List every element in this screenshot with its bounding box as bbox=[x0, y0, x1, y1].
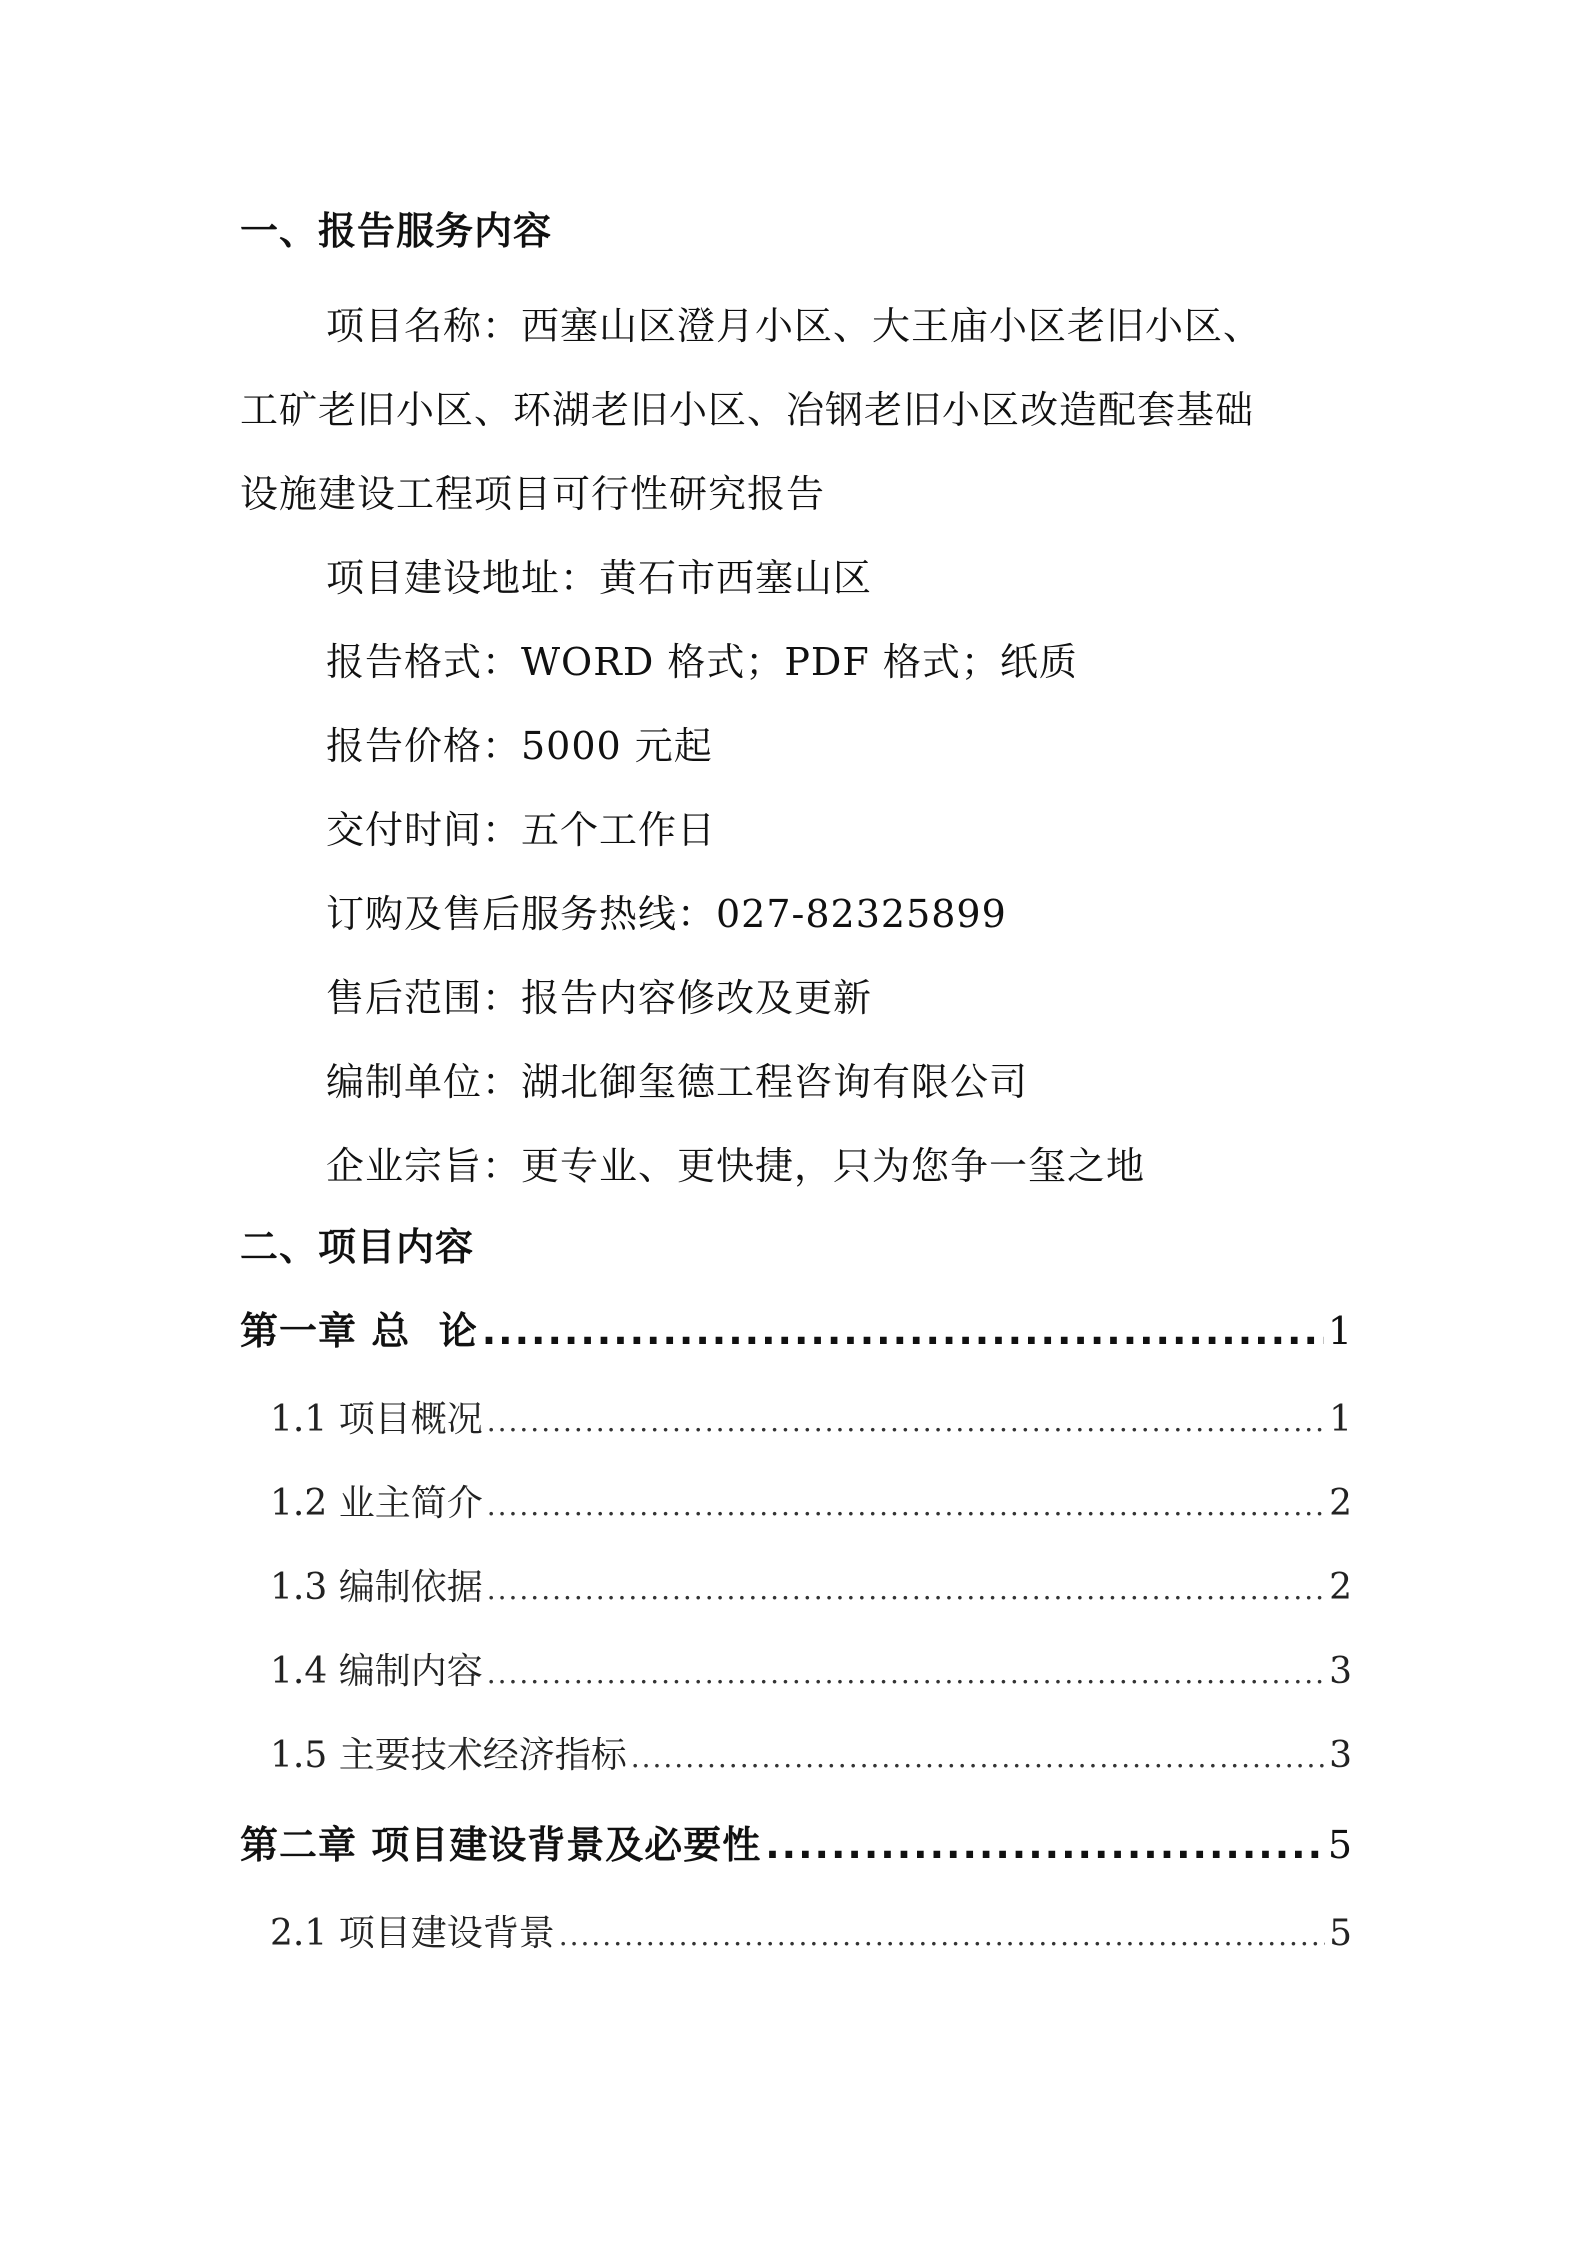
delivery-time: 交付时间：五个工作日 bbox=[326, 808, 717, 852]
toc-leader-dots bbox=[487, 1632, 1325, 1716]
report-format: 报告格式：WORD 格式；PDF 格式；纸质 bbox=[326, 640, 1078, 684]
toc-section-1-1-page: 1 bbox=[1329, 1399, 1352, 1440]
toc-section-1-5-title: 1.5 主要技术经济指标 bbox=[270, 1735, 627, 1776]
toc-chapter-1-title: 第一章 总 论 bbox=[240, 1309, 478, 1353]
toc-chapter-2[interactable] bbox=[240, 1798, 1352, 1892]
toc-section-2-1-title: 2.1 项目建设背景 bbox=[270, 1913, 555, 1954]
toc-section-1-5-page: 3 bbox=[1329, 1735, 1352, 1776]
toc-section-2-1[interactable] bbox=[240, 1892, 1352, 1976]
toc-section-1-5[interactable] bbox=[240, 1714, 1352, 1798]
toc-section-1-1[interactable] bbox=[240, 1378, 1352, 1462]
toc-leader-dots bbox=[487, 1380, 1325, 1464]
toc-section-1-2[interactable] bbox=[240, 1462, 1352, 1546]
service-hotline: 订购及售后服务热线：027-82325899 bbox=[326, 892, 1007, 936]
project-name-line-2: 工矿老旧小区、环湖老旧小区、冶钢老旧小区改造配套基础 bbox=[240, 388, 1255, 432]
toc-leader-dots bbox=[559, 1894, 1325, 1978]
toc-leader-dots bbox=[765, 1798, 1324, 1892]
report-price: 报告价格：5000 元起 bbox=[326, 724, 713, 768]
project-name-line-3: 设施建设工程项目可行性研究报告 bbox=[240, 472, 826, 516]
toc-chapter-2-page: 5 bbox=[1327, 1823, 1352, 1867]
section-heading-project-content: 二、项目内容 bbox=[240, 1225, 475, 1269]
toc-section-2-1-page: 5 bbox=[1329, 1913, 1352, 1954]
document-page bbox=[240, 200, 1352, 1976]
toc-section-1-3-page: 2 bbox=[1329, 1567, 1352, 1608]
toc-section-1-1-title: 1.1 项目概况 bbox=[270, 1399, 483, 1440]
toc-leader-dots bbox=[631, 1716, 1325, 1800]
company-motto: 企业宗旨：更专业、更快捷，只为您争一玺之地 bbox=[326, 1144, 1146, 1188]
toc-chapter-1-page: 1 bbox=[1327, 1309, 1352, 1353]
toc-section-1-4-title: 1.4 编制内容 bbox=[270, 1651, 483, 1692]
toc-leader-dots bbox=[482, 1284, 1324, 1378]
table-of-contents bbox=[240, 1284, 1352, 1976]
compiling-unit: 编制单位：湖北御玺德工程咨询有限公司 bbox=[326, 1060, 1029, 1104]
toc-section-1-3[interactable] bbox=[240, 1546, 1352, 1630]
toc-leader-dots bbox=[487, 1464, 1325, 1548]
toc-section-1-3-title: 1.3 编制依据 bbox=[270, 1567, 483, 1608]
toc-leader-dots bbox=[487, 1548, 1325, 1632]
toc-section-1-2-title: 1.2 业主简介 bbox=[270, 1483, 483, 1524]
toc-chapter-1[interactable] bbox=[240, 1284, 1352, 1378]
toc-section-1-4[interactable] bbox=[240, 1630, 1352, 1714]
after-sales-scope: 售后范围：报告内容修改及更新 bbox=[326, 976, 873, 1020]
section-heading-report-service: 一、报告服务内容 bbox=[240, 209, 553, 253]
toc-chapter-2-title: 第二章 项目建设背景及必要性 bbox=[240, 1823, 762, 1867]
project-address: 项目建设地址：黄石市西塞山区 bbox=[326, 556, 873, 600]
toc-section-1-4-page: 3 bbox=[1329, 1651, 1352, 1692]
project-name-line-1: 项目名称：西塞山区澄月小区、大王庙小区老旧小区、 bbox=[326, 304, 1263, 348]
toc-section-1-2-page: 2 bbox=[1329, 1483, 1352, 1524]
